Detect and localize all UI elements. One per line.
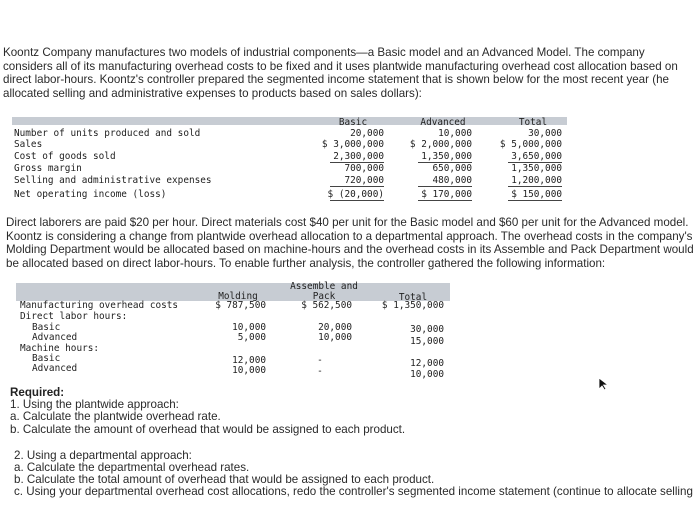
col-header-pack: Pack [312,291,336,302]
cell-molding: 5,000 [237,332,266,343]
col-header-basic: Basic [338,117,368,128]
cell-total: 30,000 [410,324,444,335]
col-header-molding: Molding [218,291,258,302]
cell-molding: 12,000 [232,355,266,366]
cell-assemble: - [317,366,323,377]
total-double-rule [330,200,384,201]
cell-assemble: $ 562,500 [301,300,352,311]
cell-basic: 720,000 [344,175,384,186]
overhead-label: Manufacturing overhead costs [20,300,179,311]
row-label: Number of units produced and sold [14,128,201,139]
subtotal-rule [418,186,472,187]
cell-molding: $ 787,500 [215,300,266,311]
row-label: Net operating income (loss) [14,189,167,200]
required-title: Required: [10,386,65,399]
required-line: c. Using your departmental overhead cost allocations, redo the controller's segmented income statement (continue to allocate selling [14,485,693,498]
row-label: Advanced [32,363,78,374]
cell-assemble: 20,000 [318,322,352,333]
dlh-heading: Direct labor hours: [20,311,128,322]
intro-line: considers all of its manufacturing overhead costs to be fixed and it uses plantwide manufacturing overhead cost allocation based on [3,59,678,73]
middle-line: Direct laborers are paid $20 per hour. Direct materials cost $40 per unit for the Basic model and $60 per unit for the Advanced model. [6,216,689,229]
cell-assemble: - [317,355,323,366]
col-header-total: Total [398,292,428,303]
row-label: Selling and administrative expenses [14,175,212,186]
cell-total: 1,200,000 [511,175,562,186]
required-line: a. Calculate the departmental overhead rates. [14,461,250,474]
cell-advanced: 1,350,000 [421,151,472,162]
middle-line: Koontz is considering a change from plantwide overhead allocation to a departmental approach. The overhead costs in the company's [6,229,693,243]
row-label: Advanced [32,332,78,343]
row-label: Gross margin [14,163,82,174]
intro-line: Koontz Company manufactures two models of industrial components—a Basic model and an Advanced Model. The company [3,46,645,59]
cell-basic: 700,000 [344,163,384,174]
col-header-assemble: Assemble and [290,281,358,292]
cell-total: 12,000 [410,358,444,369]
cell-advanced: 480,000 [432,175,472,186]
cell-total: 30,000 [528,128,562,139]
middle-line: be allocated based on direct labor-hours. To enable further analysis, the controller gathered the following information: [6,256,606,270]
cell-molding: 10,000 [232,365,266,376]
row-label: Sales [14,139,43,150]
header-band [12,117,567,125]
row-label: Basic [32,353,61,364]
cell-basic: 20,000 [350,128,384,139]
row-label: Basic [32,322,61,333]
cell-total: $ 1,350,000 [381,300,444,311]
cell-basic: $ 3,000,000 [321,139,384,150]
subtotal-rule [508,186,562,187]
mouse-cursor-icon [598,377,610,391]
cell-total: 3,650,000 [511,151,562,162]
middle-line: Molding Department would be allocated based on machine-hours and the overhead costs in its Assemble and Pack Department would [6,243,694,257]
mh-heading: Machine hours: [20,343,100,354]
cell-total: $ 150,000 [511,189,562,200]
total-double-rule [508,200,562,201]
middle-paragraph [6,216,698,270]
intro-line: allocated selling and administrative expenses to products based on sales dollars): [3,86,422,100]
intro-paragraph [3,46,697,100]
required-line: b. Calculate the total amount of overhead that would be assigned to each product. [14,473,435,486]
cell-molding: 10,000 [232,322,266,333]
total-double-rule [418,200,472,201]
cell-total: $ 5,000,000 [499,139,562,150]
cell-advanced: $ 2,000,000 [409,139,472,150]
cell-advanced: 650,000 [432,163,472,174]
cell-total: 10,000 [410,369,444,380]
col-header-advanced: Advanced [420,117,466,128]
cell-assemble: 10,000 [318,332,352,343]
cell-total: 1,350,000 [511,163,562,174]
intro-line: direct labor-hours. Koontz's controller prepared the segmented income statement that is shown below for the most recent year (he [3,73,669,87]
cell-advanced: $ 170,000 [421,189,472,200]
required-line: a. Calculate the plantwide overhead rate. [10,410,221,423]
cell-basic: $ (20,000) [327,189,384,200]
cell-advanced: 10,000 [438,128,472,139]
subtotal-rule [330,186,384,187]
required-line: b. Calculate the amount of overhead that would be assigned to each product. [10,423,406,436]
col-header-total: Total [518,117,548,128]
cell-total: 15,000 [410,336,444,347]
row-label: Cost of goods sold [14,151,116,162]
required-line: 1. Using the plantwide approach: [10,398,179,411]
required-line: 2. Using a departmental approach: [14,449,192,462]
cell-basic: 2,300,000 [333,151,384,162]
